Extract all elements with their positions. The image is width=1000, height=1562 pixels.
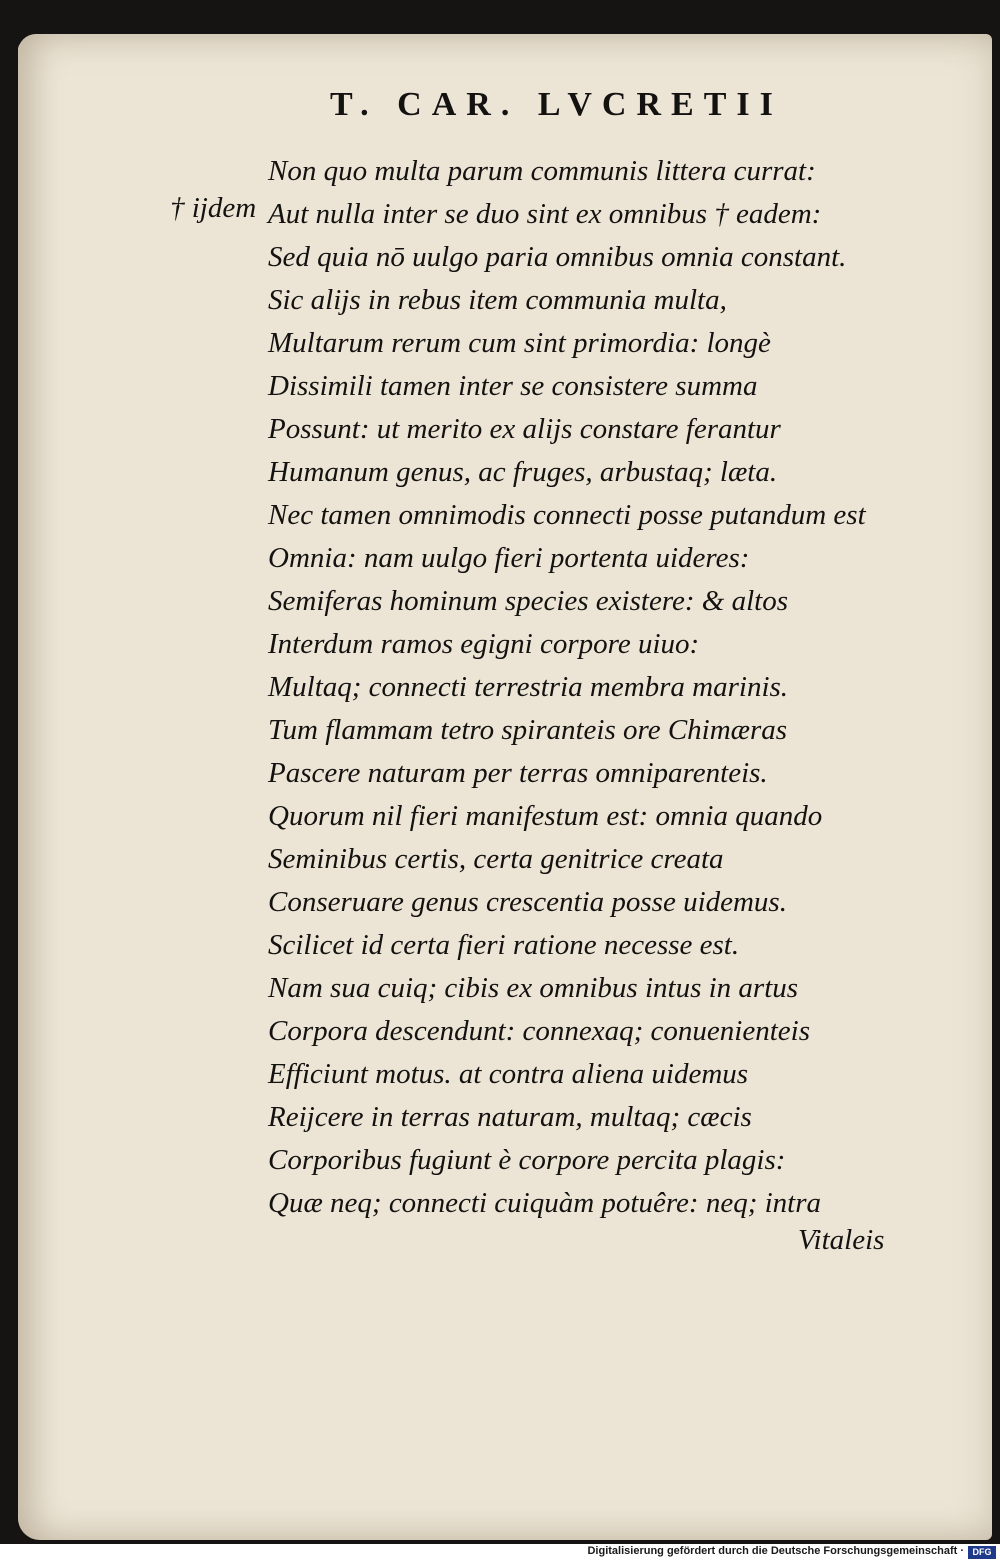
verse-line: Quæ neq; connecti cuiquàm potuêre: neq; intra <box>268 1187 822 1219</box>
verse-line: Multarum rerum cum sint primordia: longè <box>268 327 771 359</box>
margin-note: † ijdem <box>170 192 257 224</box>
verse-text <box>268 150 866 1225</box>
verse-line: Quorum nil fieri manifestum est: omnia quando <box>268 800 823 832</box>
verse-line: Scilicet id certa fieri ratione necesse est. <box>268 929 740 961</box>
verse-line: Interdum ramos egigni corpore uiuo: <box>268 628 700 660</box>
verse-line: Sed quia nō uulgo paria omnibus omnia constant. <box>268 241 847 273</box>
dfg-logo-icon: DFG <box>968 1546 996 1559</box>
verse-line: Tum flammam tetro spiranteis ore Chimæras <box>268 714 788 746</box>
verse-line: Reijcere in terras naturam, multaq; cæcis <box>268 1101 752 1133</box>
verse-line: Conseruare genus crescentia posse uidemus. <box>268 886 787 918</box>
verse-line: Dissimili tamen inter se consistere summa <box>268 370 758 402</box>
catchword: Vitaleis <box>798 1224 885 1256</box>
verse-line: Humanum genus, ac fruges, arbustaq; læta. <box>268 456 778 488</box>
verse-line: Semiferas hominum species existere: & altos <box>268 585 789 617</box>
verse-line: Seminibus certis, certa genitrice creata <box>268 843 724 875</box>
verse-line: Corpora descendunt: connexaq; conuenienteis <box>268 1015 810 1047</box>
verse-line: Non quo multa parum communis littera currat: <box>268 155 816 187</box>
running-title: T. CAR. LVCRETII <box>330 86 783 123</box>
verse-line: Multaq; connecti terrestria membra marinis. <box>268 671 789 703</box>
verse-line: Aut nulla inter se duo sint ex omnibus † eadem: <box>268 198 822 230</box>
verse-line: Corporibus fugiunt è corpore percita plagis: <box>268 1144 786 1176</box>
verse-line: Efficiunt motus. at contra aliena uidemus <box>268 1058 749 1090</box>
verse-line: Sic alijs in rebus item communia multa, <box>268 284 727 316</box>
verse-line: Nec tamen omnimodis connecti posse putandum est <box>268 499 866 531</box>
verse-line: Possunt: ut merito ex alijs constare ferantur <box>268 413 781 445</box>
verse-line: Omnia: nam uulgo fieri portenta uideres: <box>268 542 750 574</box>
verse-line: Nam sua cuiq; cibis ex omnibus intus in artus <box>268 972 799 1004</box>
verse-line: Pascere naturam per terras omniparenteis. <box>268 757 768 789</box>
footer-credit: Digitalisierung gefördert durch die Deutsche Forschungsgemeinschaft · <box>587 1545 964 1557</box>
